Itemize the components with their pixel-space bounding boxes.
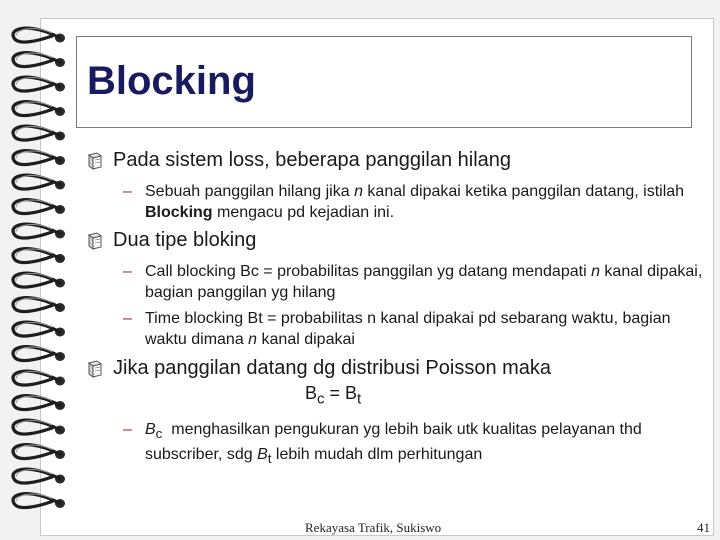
footer-text: Rekayasa Trafik, Sukiswo [305, 520, 442, 535]
sub-2-1-text: Call blocking Bc = probabilitas panggilan yg datang mendapati n kanal dipakai, bagian panggilan yg hilang [145, 263, 703, 301]
spiral-ring [13, 77, 65, 91]
bullet-1-text: Pada sistem loss, beberapa panggilan hilang [113, 149, 512, 171]
spiral-ring [13, 347, 65, 361]
spiral-ring [13, 396, 65, 410]
spiral-ring [13, 249, 65, 263]
spiral-ring [13, 273, 65, 287]
spiral-binding-icon [0, 18, 80, 518]
dash-marker: – [123, 421, 132, 438]
bullet-2-text: Dua tipe bloking [113, 229, 257, 251]
book-icon [87, 360, 103, 378]
title-box [76, 36, 692, 128]
sub-1-1-text: Sebuah panggilan hilang jika n kanal dipakai ketika panggilan datang, istilah Blocking mengacu pd kejadian ini. [145, 183, 685, 221]
spiral-ring [13, 28, 65, 42]
spiral-ring [13, 151, 65, 165]
book-icon [87, 232, 103, 250]
spiral-ring [13, 126, 65, 140]
spiral-ring [13, 200, 65, 214]
page-number: 41 [697, 520, 710, 535]
spiral-ring [13, 224, 65, 238]
dash-marker: – [123, 263, 132, 280]
bullet-3-text: Jika panggilan datang dg distribusi Poisson maka [113, 357, 552, 379]
blocking-formula: $B_c = B_t$ [305, 383, 362, 408]
dash-marker: – [123, 183, 132, 200]
dash-marker: – [123, 310, 132, 327]
sub-3-1-text: $B_c$ menghasilkan pengukuran yg lebih baik utk kualitas pelayanan thd subscriber, sdg $B_t$ lebih mudah dlm perhitungan [145, 421, 647, 467]
book-icon [87, 152, 103, 170]
spiral-ring [13, 445, 65, 459]
spiral-ring [13, 53, 65, 67]
spiral-ring [13, 494, 65, 508]
spiral-ring [13, 371, 65, 385]
spiral-ring [13, 175, 65, 189]
spiral-ring [13, 102, 65, 116]
spiral-ring [13, 469, 65, 483]
spiral-ring [13, 298, 65, 312]
spiral-ring [13, 322, 65, 336]
spiral-ring [13, 420, 65, 434]
page-title: Blocking [87, 59, 256, 103]
sub-2-2-text: Time blocking Bt = probabilitas n kanal dipakai pd sebarang waktu, bagian waktu dimana n kanal dipakai [145, 310, 671, 348]
